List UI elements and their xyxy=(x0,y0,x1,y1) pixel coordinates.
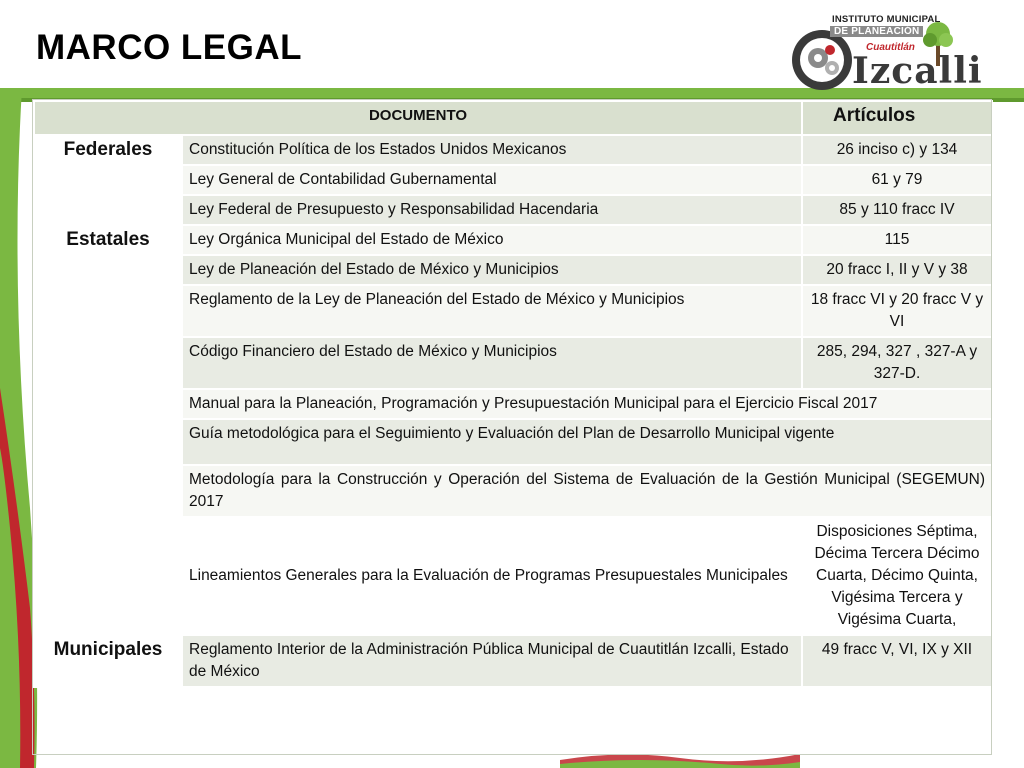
row-document: Ley de Planeación del Estado de México y Municipios xyxy=(182,255,802,285)
row-articles: 18 fracc VI y 20 fracc V y VI xyxy=(802,285,992,337)
table-row xyxy=(34,225,992,255)
row-document: Código Financiero del Estado de México y Municipios xyxy=(182,337,802,389)
row-document: Reglamento Interior de la Administración Pública Municipal de Cuautitlán Izcalli, Estado de México xyxy=(182,635,802,687)
legal-framework-table xyxy=(33,100,993,688)
header-articulos: Artículos xyxy=(802,101,992,135)
gear-icon xyxy=(790,28,854,92)
logo-line-planeacion: DE PLANEACIÓN xyxy=(830,26,923,37)
row-document: Ley Orgánica Municipal del Estado de México xyxy=(182,225,802,255)
row-articles: 26 inciso c) y 134 xyxy=(802,135,992,165)
row-document: Ley General de Contabilidad Gubernamental xyxy=(182,165,802,195)
logo-line-cuautitlan: Cuautitlán xyxy=(866,42,915,53)
row-document: Constitución Política de los Estados Unidos Mexicanos xyxy=(182,135,802,165)
row-document: Manual para la Planeación, Programación y Presupuestación Municipal para el Ejercicio Fiscal 2017 xyxy=(182,389,992,419)
row-document: Reglamento de la Ley de Planeación del Estado de México y Municipios xyxy=(182,285,802,337)
row-articles: 49 fracc V, VI, IX y XII xyxy=(802,635,992,687)
bottom-decoration xyxy=(560,740,800,768)
row-document: Ley Federal de Presupuesto y Responsabilidad Hacendaria xyxy=(182,195,802,225)
row-articles: 61 y 79 xyxy=(802,165,992,195)
row-document: Metodología para la Construcción y Operación del Sistema de Evaluación de la Gestión Municipal (SEGEMUN) 2017 xyxy=(182,465,992,517)
page-title: MARCO LEGAL xyxy=(36,28,303,67)
table-row xyxy=(34,635,992,687)
group-federales: Federales xyxy=(34,135,182,225)
logo-line-instituto: INSTITUTO MUNICIPAL xyxy=(832,14,941,25)
table-header-row xyxy=(34,101,992,135)
group-municipales: Municipales xyxy=(34,635,182,687)
row-articles: 285, 294, 327 , 327-A y 327-D. xyxy=(802,337,992,389)
logo xyxy=(786,8,983,94)
table-row xyxy=(34,135,992,165)
row-articles: Disposiciones Séptima, Décima Tercera Décimo Cuarta, Décimo Quinta, Vigésima Tercera y Vigésima Cuarta, xyxy=(802,517,992,635)
row-articles: 20 fracc I, II y V y 38 xyxy=(802,255,992,285)
row-document: Lineamientos Generales para la Evaluación de Programas Presupuestales Municipales xyxy=(182,517,802,635)
row-articles: 115 xyxy=(802,225,992,255)
header-documento: DOCUMENTO xyxy=(34,101,802,135)
row-articles: 85 y 110 fracc IV xyxy=(802,195,992,225)
group-estatales: Estatales xyxy=(34,225,182,635)
logo-line-izcalli: Izcalli xyxy=(852,50,983,92)
row-document: Guía metodológica para el Seguimiento y Evaluación del Plan de Desarrollo Municipal vigente xyxy=(182,419,992,465)
